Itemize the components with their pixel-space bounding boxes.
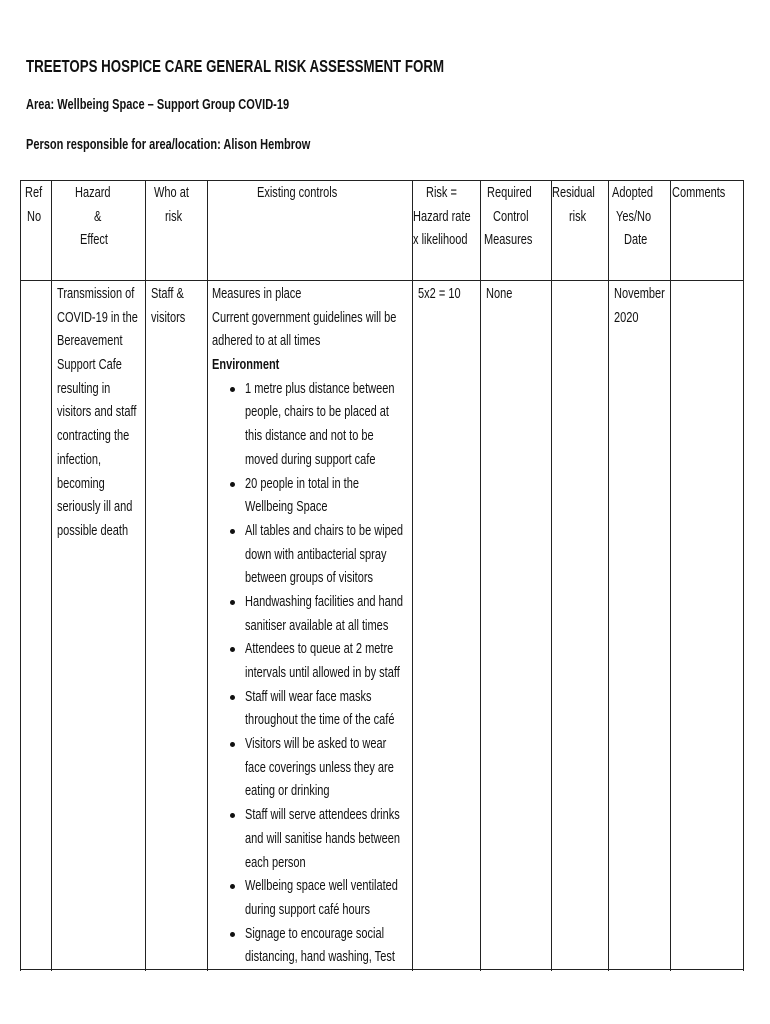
bullet-icon bbox=[230, 884, 235, 889]
col-divider bbox=[743, 181, 744, 971]
controls-list bbox=[212, 378, 412, 970]
col-divider bbox=[608, 181, 609, 971]
cell-existing-controls: Measures in place Current government guidelines will be adhered to at all times Environment 1 metre plus distance between people, chairs to be placed at this distance and not to be moved during support cafe 20 people in total in the Wellbeing Space All tables and chairs to be wiped down with antibacterial spray between groups of visitors Handwashing facilities and hand sanitiser available at all times Attendees to queue at 2 metre intervals until allowed in by staff Staff will wear face masks throughout the time of the café Visitors will be asked to wear face coverings unless they are eating or drinking Staff will serve attendees drinks and will sanitise hands between each person Wellbeing space well ventilated during support café hours Signage to encourage social distancing, hand washing, Test bbox=[212, 283, 412, 970]
header-ref-no: Ref No bbox=[24, 185, 42, 225]
list-item: Attendees to queue at 2 metre intervals until allowed in by staff bbox=[212, 638, 412, 685]
list-item: Wellbeing space well ventilated during support café hours bbox=[212, 875, 412, 922]
header-adopted: Adopted Yes/No Date bbox=[612, 185, 654, 249]
table-top-border bbox=[20, 180, 744, 181]
col-divider bbox=[207, 181, 208, 971]
col-divider bbox=[670, 181, 671, 971]
bullet-icon bbox=[230, 695, 235, 700]
header-who-at-risk: Who at risk bbox=[153, 185, 189, 225]
area-label: Area: Wellbeing Space – Support Group COVID-19 bbox=[26, 97, 290, 113]
list-item: Staff will wear face masks throughout the time of the café bbox=[212, 686, 412, 733]
header-risk: Risk = Hazard rate x likelihood bbox=[413, 185, 471, 249]
cell-risk: 5x2 = 10 bbox=[418, 286, 461, 302]
bullet-icon bbox=[230, 813, 235, 818]
list-item: Signage to encourage social distancing, hand washing, Test bbox=[212, 923, 412, 970]
col-divider bbox=[20, 181, 21, 971]
header-required-control-measures: Required Control Measures bbox=[484, 185, 533, 249]
header-bottom-border bbox=[20, 280, 744, 281]
bullet-icon bbox=[230, 482, 235, 487]
col-divider bbox=[51, 181, 52, 971]
col-divider bbox=[480, 181, 481, 971]
person-responsible-label: Person responsible for area/location: Alison Hembrow bbox=[26, 137, 311, 153]
cell-hazard: Transmission of COVID-19 in the Bereavement Support Cafe resulting in visitors and staff contracting the infection, becoming seriously ill and possible death bbox=[57, 286, 138, 539]
bullet-icon bbox=[230, 647, 235, 652]
header-comments: Comments bbox=[671, 185, 726, 201]
list-item: 1 metre plus distance between people, chairs to be placed at this distance and not to be moved during support cafe bbox=[212, 378, 412, 473]
cell-who-at-risk: Staff & visitors bbox=[151, 286, 186, 326]
header-existing-controls: Existing controls bbox=[257, 185, 338, 201]
col-divider bbox=[145, 181, 146, 971]
bullet-icon bbox=[230, 600, 235, 605]
list-item: Visitors will be asked to wear face coverings unless they are eating or drinking bbox=[212, 733, 412, 804]
col-divider bbox=[551, 181, 552, 971]
list-item: 20 people in total in the Wellbeing Space bbox=[212, 473, 412, 520]
form-title: TREETOPS HOSPICE CARE GENERAL RISK ASSESSMENT FORM bbox=[26, 56, 445, 76]
environment-heading: Environment bbox=[212, 357, 280, 374]
bullet-icon bbox=[230, 387, 235, 392]
list-item: Staff will serve attendees drinks and will sanitise hands between each person bbox=[212, 804, 412, 875]
header-residual-risk: Residual risk bbox=[552, 185, 595, 225]
cell-adopted: November 2020 bbox=[614, 286, 665, 326]
col-divider bbox=[412, 181, 413, 971]
bullet-icon bbox=[230, 932, 235, 937]
list-item: Handwashing facilities and hand sanitiser available at all times bbox=[212, 591, 412, 638]
header-hazard-effect: Hazard & Effect bbox=[75, 185, 111, 249]
list-item: All tables and chairs to be wiped down with antibacterial spray between groups of visitors bbox=[212, 520, 412, 591]
bullet-icon bbox=[230, 529, 235, 534]
bullet-icon bbox=[230, 742, 235, 747]
cell-required-measures: None bbox=[486, 286, 513, 302]
